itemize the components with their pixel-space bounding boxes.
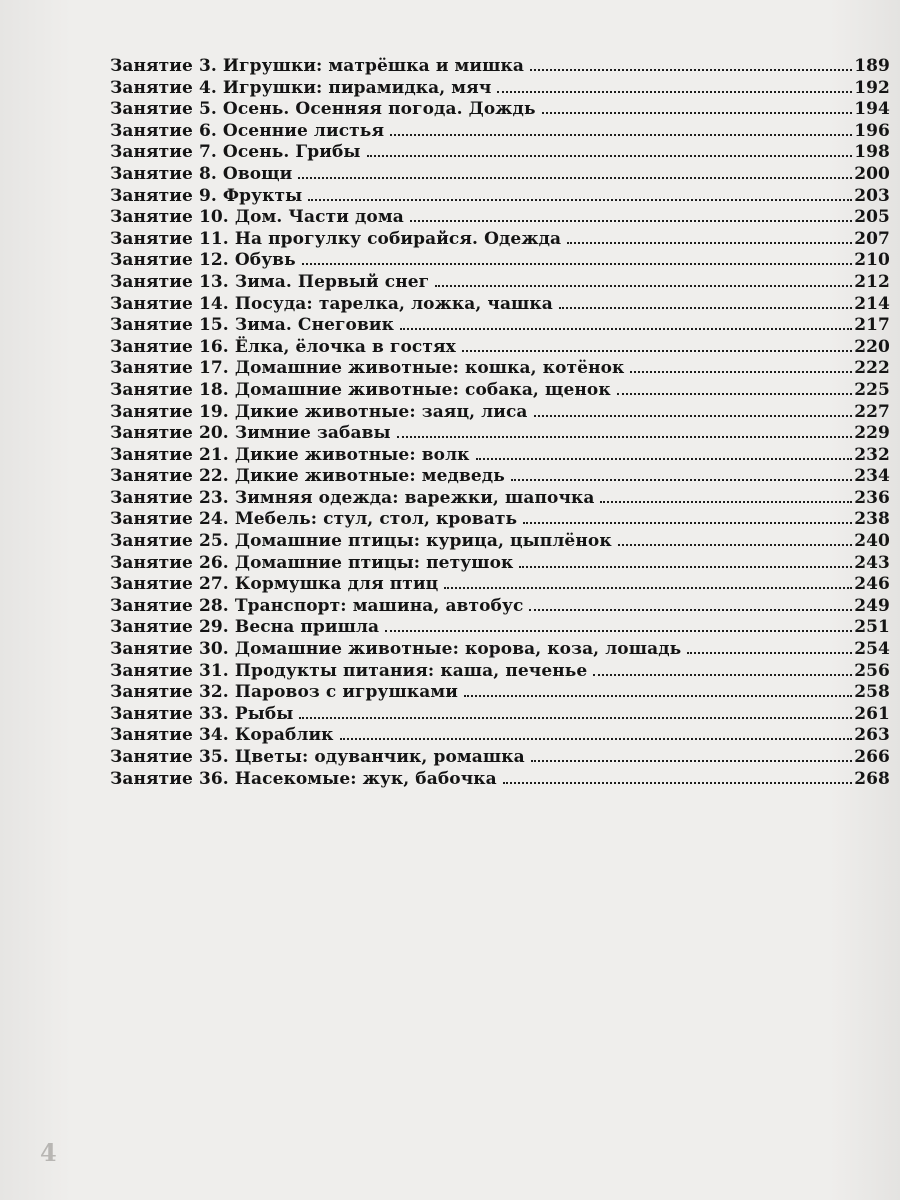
toc-entry xyxy=(110,186,890,208)
toc-dot-leader xyxy=(530,69,852,71)
toc-entry-page: 243 xyxy=(854,552,890,573)
toc-entry xyxy=(110,661,890,683)
toc-entry-title: Занятие 30. Домашние животные: корова, коза, лошадь xyxy=(110,639,682,660)
toc-entry-page: 234 xyxy=(854,466,890,487)
toc-entry xyxy=(110,272,890,294)
toc-entry xyxy=(110,553,890,575)
toc-entry-page: 207 xyxy=(854,228,890,249)
toc-entry xyxy=(110,466,890,488)
toc-entry-page: 261 xyxy=(854,703,890,724)
toc-entry-title: Занятие 5. Осень. Осенняя погода. Дождь xyxy=(110,99,536,120)
toc-entry xyxy=(110,315,890,337)
toc-entry xyxy=(110,294,890,316)
toc-entry xyxy=(110,358,890,380)
toc-entry-title: Занятие 22. Дикие животные: медведь xyxy=(110,466,505,487)
toc-entry-page: 210 xyxy=(854,250,890,271)
toc-dot-leader xyxy=(464,695,852,697)
toc-entry xyxy=(110,164,890,186)
toc-entry-page: 194 xyxy=(854,99,890,120)
toc-entry xyxy=(110,747,890,769)
toc-dot-leader xyxy=(534,415,853,417)
toc-entry-page: 258 xyxy=(854,682,890,703)
toc-entry xyxy=(110,704,890,726)
toc-entry xyxy=(110,250,890,272)
toc-entry-page: 246 xyxy=(854,574,890,595)
toc-dot-leader xyxy=(559,307,852,309)
toc-entry-title: Занятие 33. Рыбы xyxy=(110,703,294,724)
toc-dot-leader xyxy=(298,177,852,179)
toc-entry-title: Занятие 13. Зима. Первый снег xyxy=(110,271,430,292)
toc-entry-title: Занятие 29. Весна пришла xyxy=(110,617,380,638)
toc-dot-leader xyxy=(390,134,852,136)
toc-dot-leader xyxy=(340,738,853,740)
toc-dot-leader xyxy=(529,609,852,611)
toc-entry-page: 214 xyxy=(854,293,890,314)
toc-entry-title: Занятие 7. Осень. Грибы xyxy=(110,142,361,163)
toc-entry-title: Занятие 36. Насекомые: жук, бабочка xyxy=(110,768,497,789)
toc-dot-leader xyxy=(593,674,852,676)
toc-entry-page: 227 xyxy=(854,401,890,422)
toc-entry-title: Занятие 8. Овощи xyxy=(110,163,293,184)
toc-entry-page: 251 xyxy=(854,617,890,638)
toc-entry-title: Занятие 25. Домашние птицы: курица, цыплёнок xyxy=(110,531,612,552)
toc-entry xyxy=(110,617,890,639)
toc-entry xyxy=(110,423,890,445)
toc-entry xyxy=(110,99,890,121)
toc-entry-title: Занятие 18. Домашние животные: собака, щенок xyxy=(110,379,611,400)
toc-entry-page: 254 xyxy=(854,639,890,660)
toc-entry-page: 238 xyxy=(854,509,890,530)
toc-entry xyxy=(110,121,890,143)
toc-entry xyxy=(110,337,890,359)
toc-entry-title: Занятие 17. Домашние животные: кошка, котёнок xyxy=(110,358,625,379)
toc-entry-title: Занятие 4. Игрушки: пирамидка, мяч xyxy=(110,77,492,98)
toc-dot-leader xyxy=(600,501,852,503)
toc-dot-leader xyxy=(397,436,853,438)
toc-entry-page: 198 xyxy=(854,142,890,163)
toc-entry-page: 220 xyxy=(854,336,890,357)
toc-entry-title: Занятие 32. Паровоз с игрушками xyxy=(110,682,458,703)
toc-entry-title: Занятие 3. Игрушки: матрёшка и мишка xyxy=(110,56,524,76)
toc-entry xyxy=(110,380,890,402)
toc-entry-page: 192 xyxy=(854,77,890,98)
toc-entry-title: Занятие 12. Обувь xyxy=(110,250,296,271)
toc-entry xyxy=(110,596,890,618)
toc-dot-leader xyxy=(299,717,852,719)
toc-dot-leader xyxy=(503,782,852,784)
toc-entry xyxy=(110,682,890,704)
toc-entry-page: 203 xyxy=(854,185,890,206)
toc-dot-leader xyxy=(462,350,852,352)
toc-entry-title: Занятие 9. Фрукты xyxy=(110,185,303,206)
toc-dot-leader xyxy=(308,199,852,201)
toc-entry xyxy=(110,56,890,78)
toc-entry xyxy=(110,207,890,229)
toc-dot-leader xyxy=(542,112,853,114)
toc-dot-leader xyxy=(523,522,852,524)
toc-dot-leader xyxy=(567,242,852,244)
toc-dot-leader xyxy=(444,587,852,589)
toc-dot-leader xyxy=(302,263,852,265)
toc-entry-page: 212 xyxy=(854,271,890,292)
toc-entry-title: Занятие 27. Кормушка для птиц xyxy=(110,574,439,595)
toc-entry-title: Занятие 28. Транспорт: машина, автобус xyxy=(110,595,524,616)
toc-dot-leader xyxy=(476,458,853,460)
toc-entry xyxy=(110,639,890,661)
toc-entry-page: 232 xyxy=(854,444,890,465)
toc-entry xyxy=(110,445,890,467)
toc-entry-page: 189 xyxy=(854,56,890,76)
toc-dot-leader xyxy=(435,285,852,287)
toc-dot-leader xyxy=(617,393,852,395)
toc-dot-leader xyxy=(400,328,852,330)
toc-dot-leader xyxy=(630,371,852,373)
toc-entry xyxy=(110,78,890,100)
toc-entry-page: 256 xyxy=(854,660,890,681)
toc-entry-page: 268 xyxy=(854,768,890,789)
toc-entry-page: 222 xyxy=(854,358,890,379)
toc-entry-title: Занятие 16. Ёлка, ёлочка в гостях xyxy=(110,336,456,357)
toc-entry-title: Занятие 21. Дикие животные: волк xyxy=(110,444,470,465)
toc-entry-title: Занятие 10. Дом. Части дома xyxy=(110,207,404,228)
toc-entry-title: Занятие 11. На прогулку собирайся. Одежда xyxy=(110,228,562,249)
toc-entry-page: 240 xyxy=(854,531,890,552)
toc-dot-leader xyxy=(519,566,852,568)
toc-entry-page: 266 xyxy=(854,747,890,767)
toc-dot-leader xyxy=(531,760,852,762)
toc-entry-title: Занятие 19. Дикие животные: заяц, лиса xyxy=(110,401,528,422)
toc-entry-page: 229 xyxy=(854,423,890,444)
toc-entry-title: Занятие 23. Зимняя одежда: варежки, шапочка xyxy=(110,487,595,508)
toc-entry-title: Занятие 26. Домашние птицы: петушок xyxy=(110,552,514,573)
toc-entry-title: Занятие 35. Цветы: одуванчик, ромашка xyxy=(110,747,525,767)
toc-entry-page: 263 xyxy=(854,725,890,746)
page-number: 4 xyxy=(40,1138,57,1167)
toc-entry xyxy=(110,402,890,424)
toc-entry-title: Занятие 14. Посуда: тарелка, ложка, чашка xyxy=(110,293,553,314)
toc-entry-title: Занятие 6. Осенние листья xyxy=(110,120,385,141)
toc-entry xyxy=(110,574,890,596)
toc-dot-leader xyxy=(367,155,853,157)
toc-entry-title: Занятие 20. Зимние забавы xyxy=(110,423,391,444)
toc-dot-leader xyxy=(687,652,852,654)
toc-entry xyxy=(110,229,890,251)
table-of-contents xyxy=(110,56,890,790)
toc-entry-title: Занятие 15. Зима. Снеговик xyxy=(110,315,394,336)
toc-dot-leader xyxy=(511,479,852,481)
toc-entry-page: 196 xyxy=(854,120,890,141)
toc-dot-leader xyxy=(497,91,852,93)
toc-entry-page: 217 xyxy=(854,315,890,336)
toc-entry-page: 249 xyxy=(854,595,890,616)
toc-entry xyxy=(110,769,890,791)
toc-entry-page: 205 xyxy=(854,207,890,228)
toc-entry-page: 200 xyxy=(854,163,890,184)
toc-entry-title: Занятие 34. Кораблик xyxy=(110,725,334,746)
toc-entry xyxy=(110,725,890,747)
toc-entry xyxy=(110,488,890,510)
toc-entry-page: 236 xyxy=(854,487,890,508)
toc-dot-leader xyxy=(410,220,852,222)
toc-entry xyxy=(110,509,890,531)
toc-entry xyxy=(110,531,890,553)
toc-entry-title: Занятие 24. Мебель: стул, стол, кровать xyxy=(110,509,518,530)
toc-entry xyxy=(110,142,890,164)
toc-entry-title: Занятие 31. Продукты питания: каша, печенье xyxy=(110,660,588,681)
toc-dot-leader xyxy=(618,544,853,546)
toc-entry-page: 225 xyxy=(854,379,890,400)
toc-dot-leader xyxy=(385,630,852,632)
